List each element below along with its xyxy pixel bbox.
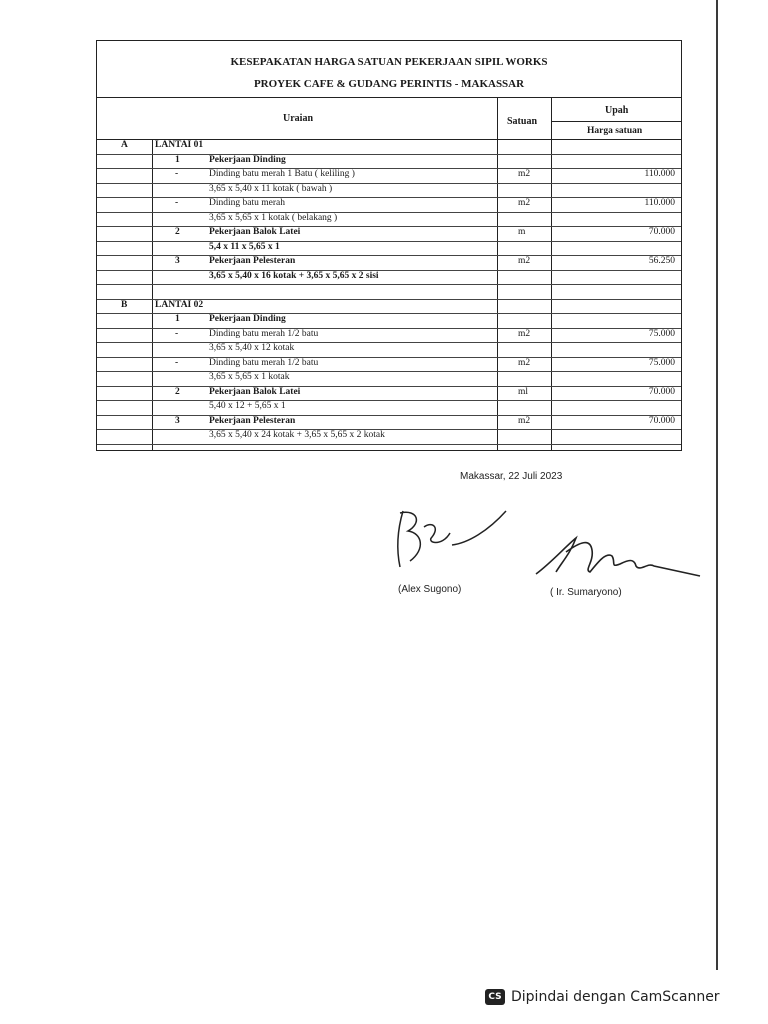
- table-row: [97, 284, 681, 300]
- table-cell: Dinding batu merah 1/2 batu: [209, 328, 319, 339]
- table-cell: m2: [518, 357, 531, 368]
- table-cell: Pekerjaan Balok Latei: [209, 386, 301, 397]
- table-cell: Pekerjaan Pelesteran: [209, 256, 296, 266]
- table-row: [97, 212, 681, 228]
- table-cell: m2: [518, 169, 531, 179]
- paper-edge: [716, 0, 718, 970]
- table-row: [97, 429, 681, 445]
- table-cell: A: [121, 140, 128, 150]
- table-cell: m2: [518, 415, 531, 426]
- signature-sumaryono-icon: [532, 532, 702, 584]
- table-row: [97, 154, 681, 170]
- table-cell: 110.000: [644, 169, 675, 179]
- table-cell: -: [175, 198, 179, 208]
- table-cell: LANTAI 02: [155, 299, 204, 310]
- table-cell: 2: [175, 386, 180, 397]
- table-cell: Pekerjaan Balok Latei: [209, 227, 301, 237]
- table-cell: ml: [518, 386, 529, 397]
- table-cell: m2: [518, 198, 531, 208]
- col-divider: [497, 97, 498, 139]
- place-date: Makassar, 22 Juli 2023: [460, 471, 563, 482]
- table-row: [97, 270, 681, 286]
- col-divider: [551, 97, 552, 139]
- table-row: [97, 400, 681, 416]
- table-row: [97, 342, 681, 358]
- table-cell: 3,65 x 5,40 x 16 kotak + 3,65 x 5,65 x 2 sisi: [209, 270, 379, 281]
- header-harga-satuan: Harga satuan: [587, 126, 643, 136]
- table-cell: 56.250: [648, 256, 675, 266]
- header-satuan: Satuan: [507, 116, 538, 127]
- table-cell: Dinding batu merah: [209, 198, 285, 208]
- table-row: [97, 357, 681, 373]
- table-title-box: [97, 41, 681, 98]
- table-cell: 75.000: [648, 357, 675, 368]
- price-table: [96, 40, 682, 451]
- upah-divider: [551, 121, 681, 122]
- signer-1: (Alex Sugono): [398, 584, 462, 595]
- table-row: [97, 386, 681, 402]
- table-row: [97, 415, 681, 431]
- table-cell: 3: [175, 256, 180, 266]
- camscanner-logo-icon: CS: [485, 989, 505, 1005]
- title-line-1: KESEPAKATAN HARGA SATUAN PEKERJAAN SIPIL WORKS: [230, 56, 548, 68]
- signature-alex-icon: [388, 503, 518, 581]
- table-cell: 3: [175, 415, 180, 426]
- table-cell: 1: [175, 154, 180, 165]
- table-row: [97, 168, 681, 184]
- table-cell: 75.000: [648, 328, 675, 339]
- header-upah: Upah: [605, 105, 629, 116]
- scanner-text: Dipindai dengan CamScanner: [511, 989, 720, 1005]
- table-row: [97, 313, 681, 329]
- table-cell: -: [175, 357, 179, 368]
- table-cell: 1: [175, 314, 180, 324]
- table-row: [97, 299, 681, 315]
- table-row: [97, 241, 681, 257]
- table-cell: 2: [175, 227, 180, 237]
- table-cell: 3,65 x 5,40 x 11 kotak ( bawah ): [209, 183, 333, 194]
- table-cell: 3,65 x 5,40 x 12 kotak: [209, 343, 295, 353]
- scanner-watermark: [485, 986, 720, 1008]
- table-cell: 70.000: [648, 386, 675, 397]
- table-row: [97, 197, 681, 213]
- table-row: [97, 255, 681, 271]
- table-cell: LANTAI 01: [155, 140, 204, 150]
- table-cell: m: [518, 227, 526, 237]
- table-cell: 3,65 x 5,65 x 1 kotak ( belakang ): [209, 212, 338, 223]
- table-cell: 70.000: [648, 227, 675, 237]
- table-header: [97, 97, 681, 140]
- table-row: [97, 139, 681, 155]
- title-line-2: PROYEK CAFE & GUDANG PERINTIS - MAKASSAR: [253, 78, 525, 90]
- table-cell: 70.000: [648, 415, 675, 426]
- table-row: [97, 328, 681, 344]
- table-cell: Dinding batu merah 1/2 batu: [209, 357, 319, 368]
- table-cell: 5,4 x 11 x 5,65 x 1: [209, 241, 280, 252]
- table-cell: 3,65 x 5,40 x 24 kotak + 3,65 x 5,65 x 2 kotak: [209, 430, 385, 440]
- signer-2: ( Ir. Sumaryono): [550, 587, 622, 598]
- header-uraian: Uraian: [283, 113, 313, 124]
- table-cell: 3,65 x 5,65 x 1 kotak: [209, 372, 290, 382]
- table-row: [97, 371, 681, 387]
- table-cell: -: [175, 328, 179, 339]
- table-cell: Pekerjaan Dinding: [209, 314, 286, 324]
- table-cell: Pekerjaan Dinding: [209, 154, 286, 165]
- table-row: [97, 183, 681, 199]
- table-cell: m2: [518, 328, 531, 339]
- table-cell: Dinding batu merah 1 Batu ( keliling ): [209, 169, 355, 179]
- table-cell: -: [175, 169, 179, 179]
- table-cell: 110.000: [644, 198, 675, 208]
- table-cell: m2: [518, 256, 531, 266]
- table-row: [97, 226, 681, 242]
- table-cell: 5,40 x 12 + 5,65 x 1: [209, 401, 286, 411]
- table-cell: Pekerjaan Pelesteran: [209, 415, 296, 426]
- table-body: [97, 139, 681, 450]
- table-cell: B: [121, 299, 128, 310]
